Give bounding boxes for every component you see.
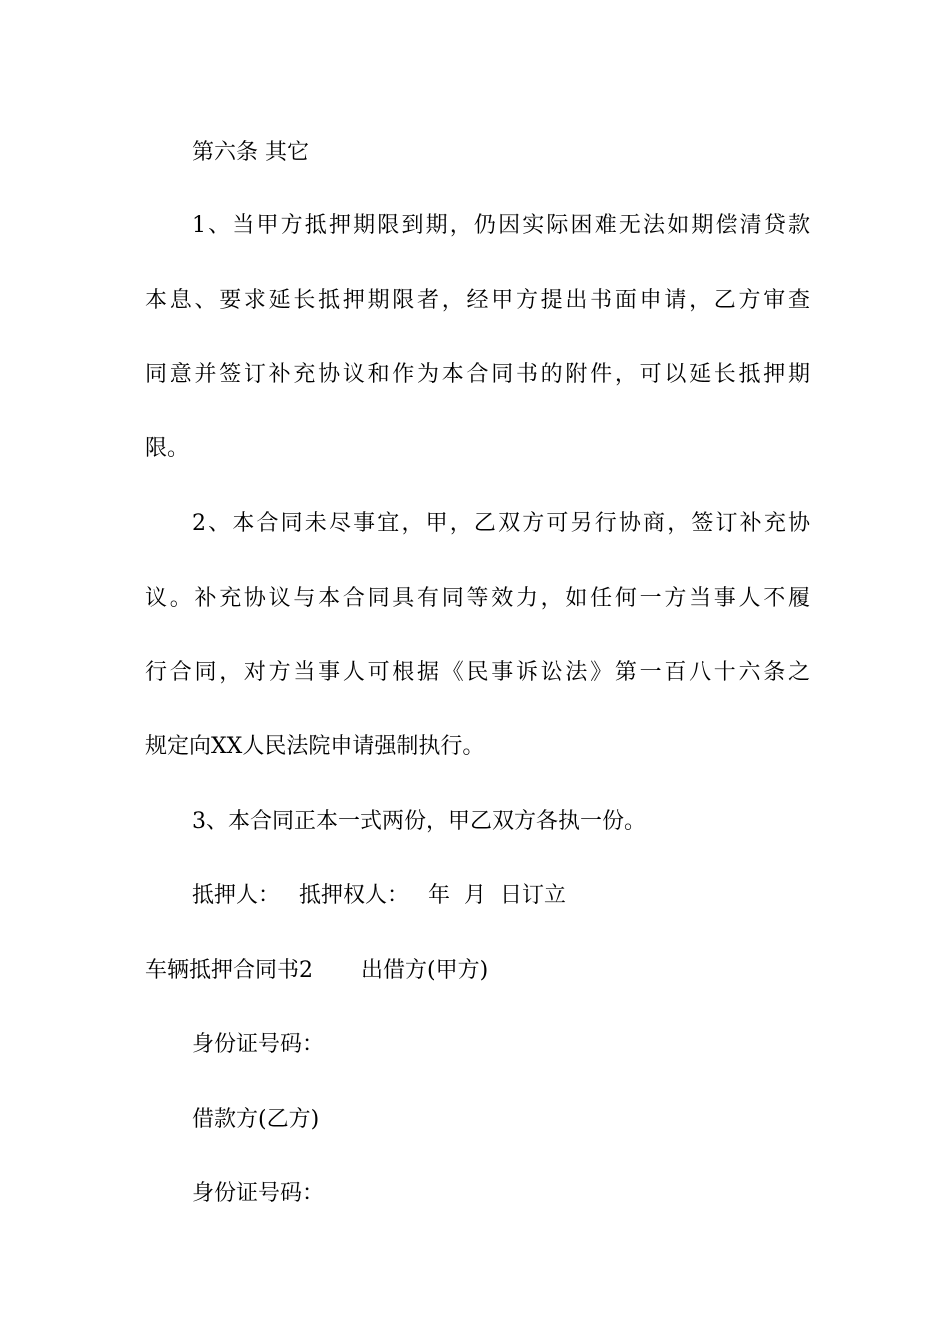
- mortgagee-label: 抵押权人：: [299, 883, 410, 908]
- lender-id-label: 身份证号码：: [192, 1032, 325, 1057]
- item1-line1: 1、当甲方抵押期限到期，仍因实际困难无法如期偿清贷款: [192, 213, 810, 238]
- contract2-line: [145, 956, 810, 986]
- mortgagor-label: 抵押人：: [192, 883, 281, 908]
- item3-line: 3、本合同正本一式两份，甲乙双方各执一份。: [192, 809, 646, 834]
- signature-line: [192, 881, 810, 911]
- item2-line4: 规定向XX人民法院申请强制执行。: [145, 734, 485, 759]
- item1-line4: 限。: [145, 436, 190, 461]
- item1-line3: 同意并签订补充协议和作为本合同书的附件，可以延长抵押期: [145, 362, 810, 387]
- contract2-title: 车辆抵押合同书2: [145, 958, 313, 983]
- item1-line2: 本息、要求延长抵押期限者，经甲方提出书面申请，乙方审查: [145, 288, 810, 313]
- lender-label: 出借方(甲方): [361, 958, 489, 983]
- borrower-id-label: 身份证号码：: [192, 1181, 325, 1206]
- article-heading: 第六条 其它: [192, 140, 309, 165]
- item2-line2: 议。补充协议与本合同具有同等效力，如任何一方当事人不履: [145, 586, 810, 611]
- date-label: 年 月 日订立: [428, 883, 567, 908]
- item2-line1: 2、本合同未尽事宜，甲，乙双方可另行协商，签订补充协: [192, 511, 810, 536]
- item2-line3: 行合同，对方当事人可根据《民事诉讼法》第一百八十六条之: [145, 660, 810, 685]
- borrower-label: 借款方(乙方): [192, 1107, 320, 1132]
